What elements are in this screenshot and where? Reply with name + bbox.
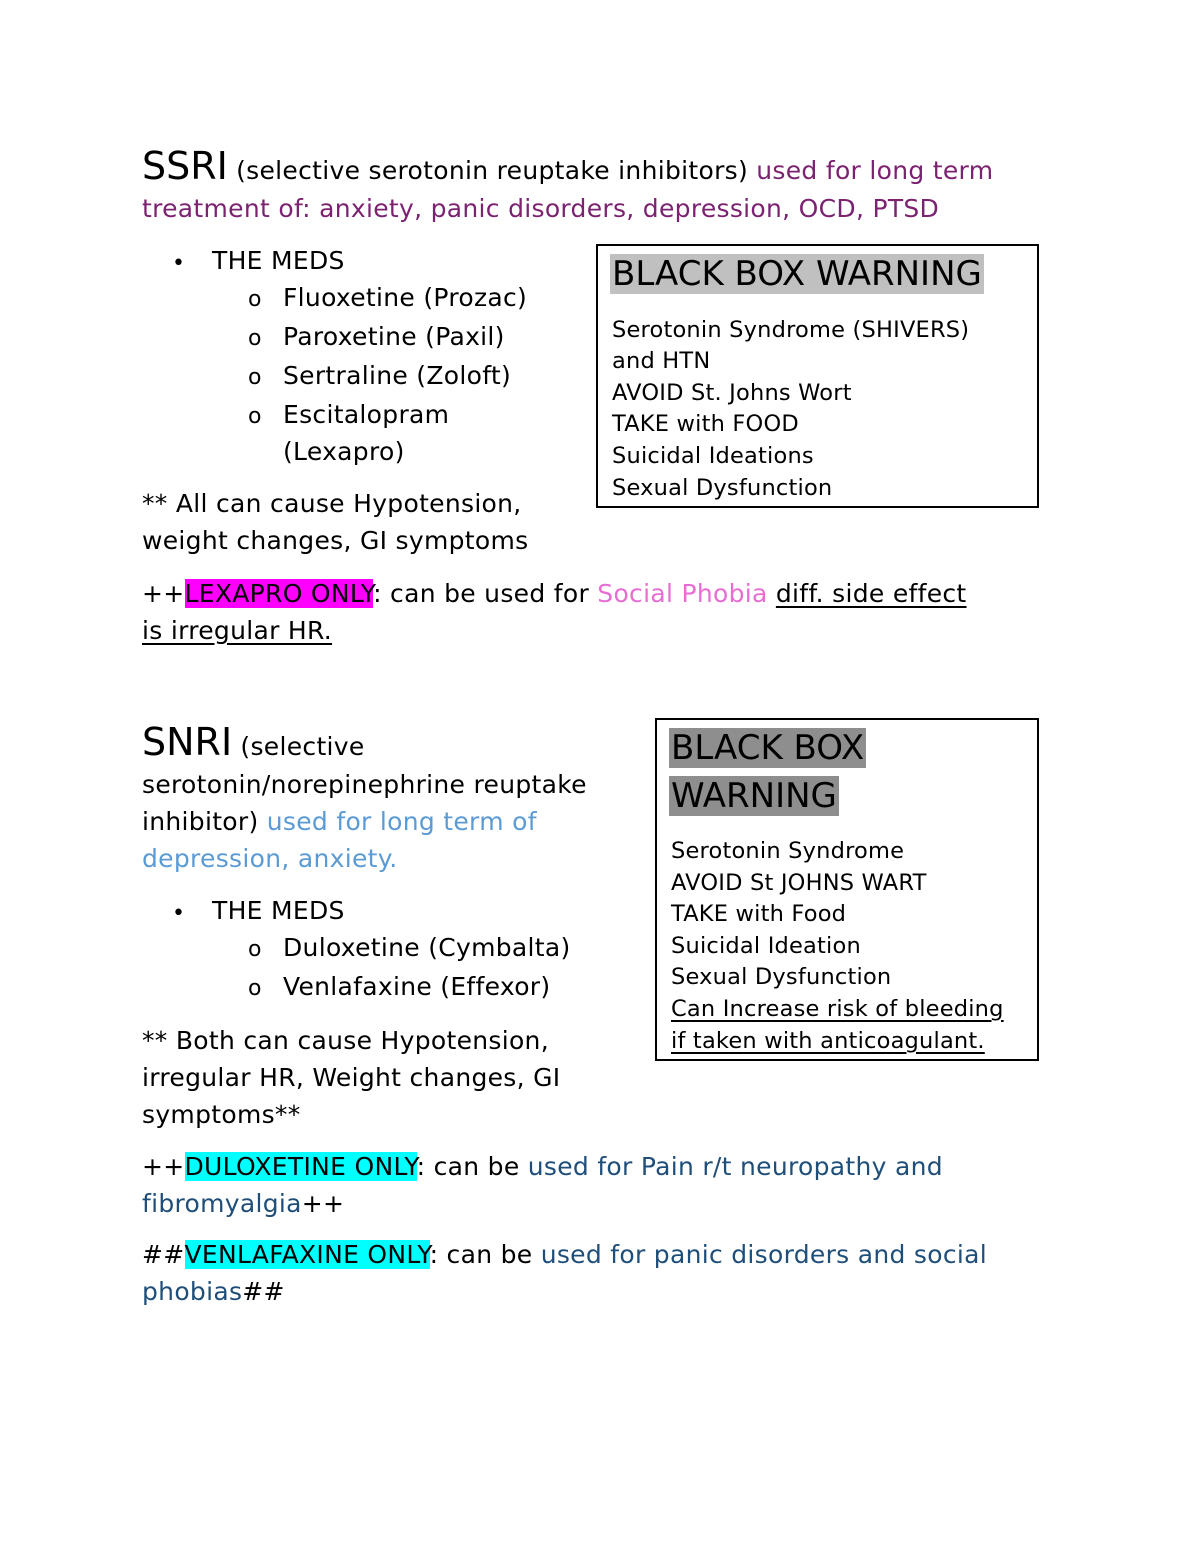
snri-full-name-line2: serotonin/norepinephrine reuptake: [142, 770, 587, 799]
lexapro-note-line2: is irregular HR.: [142, 616, 333, 645]
warning-line: Suicidal Ideation: [671, 933, 861, 959]
snri-black-box-warning: [655, 718, 1039, 1061]
warning-line: TAKE with FOOD: [612, 411, 799, 437]
ssri-heading: [142, 144, 993, 193]
venlafaxine-use: used for panic disorders and social: [540, 1240, 987, 1269]
snri-side-effects-line3: symptoms**: [142, 1100, 301, 1129]
ssri-side-effects: ** All can cause Hypotension,: [142, 489, 522, 518]
ssri-meds-heading: THE MEDS: [212, 246, 345, 275]
snri-heading: [142, 720, 365, 769]
ssri-use-line2: treatment of: anxiety, panic disorders, depression, OCD, PTSD: [142, 194, 940, 223]
ssri-black-box-warning: [596, 244, 1039, 508]
duloxetine-note: ++DULOXETINE ONLY: can be used for Pain r/t neuropathy and: [142, 1152, 943, 1181]
med-item: Venlafaxine (Effexor): [283, 972, 551, 1001]
ssri-side-effects-line2: weight changes, GI symptoms: [142, 526, 529, 555]
ssri-full-name: (selective serotonin reuptake inhibitors): [236, 156, 749, 185]
venlafaxine-highlight: VENLAFAXINE ONLY: [184, 1240, 430, 1269]
med-item-continued: (Lexapro): [283, 437, 405, 466]
sub-bullet-icon: o: [248, 404, 262, 429]
venlafaxine-note-line2: phobias##: [142, 1277, 285, 1306]
warning-line: AVOID St JOHNS WART: [671, 870, 927, 896]
warning-line-underlined: Can Increase risk of bleeding: [671, 996, 1004, 1022]
social-phobia-text: Social Phobia: [597, 579, 768, 608]
sub-bullet-icon: o: [248, 287, 262, 312]
black-box-title: BLACK BOX WARNING: [612, 254, 982, 294]
warning-line: AVOID St. Johns Wort: [612, 380, 852, 406]
med-item: Paroxetine (Paxil): [283, 322, 505, 351]
med-item: Sertraline (Zoloft): [283, 361, 512, 390]
snri-full-name: (selective: [240, 732, 365, 761]
med-item: Fluoxetine (Prozac): [283, 283, 528, 312]
snri-full-name-line3: inhibitor) used for long term of: [142, 807, 537, 836]
black-box-title: BLACK BOX: [671, 728, 865, 768]
med-item: Escitalopram: [283, 400, 450, 429]
warning-line: Suicidal Ideations: [612, 443, 814, 469]
warning-line: TAKE with Food: [671, 901, 847, 927]
warning-line: Serotonin Syndrome: [671, 838, 905, 864]
lexapro-diff-effect: diff. side effect: [775, 579, 967, 608]
snri-use: used for long term of: [266, 807, 537, 836]
snri-side-effects-line2: irregular HR, Weight changes, GI: [142, 1063, 561, 1092]
duloxetine-note-line2: fibromyalgia++: [142, 1189, 345, 1218]
sub-bullet-icon: o: [248, 326, 262, 351]
snri-bullet-icon: •: [172, 901, 186, 926]
warning-line: Sexual Dysfunction: [612, 475, 833, 501]
warning-line-underlined: if taken with anticoagulant.: [671, 1028, 985, 1054]
warning-line: Serotonin Syndrome (SHIVERS): [612, 317, 970, 343]
warning-line: Sexual Dysfunction: [671, 964, 892, 990]
venlafaxine-note: ##VENLAFAXINE ONLY: can be used for panic disorders and social: [142, 1240, 987, 1269]
lexapro-highlight: LEXAPRO ONLY: [184, 579, 374, 608]
duloxetine-highlight: DULOXETINE ONLY: [184, 1152, 417, 1181]
warning-line: and HTN: [612, 348, 711, 374]
black-box-title-line2: WARNING: [671, 776, 837, 816]
ssri-use: used for long term: [756, 156, 994, 185]
sub-bullet-icon: o: [248, 365, 262, 390]
snri-side-effects: ** Both can cause Hypotension,: [142, 1026, 549, 1055]
snri-use-line2: depression, anxiety.: [142, 844, 398, 873]
lexapro-note: ++LEXAPRO ONLY: can be used for Social Phobia diff. side effect: [142, 579, 967, 608]
ssri-bullet-icon: •: [172, 251, 186, 276]
sub-bullet-icon: o: [248, 937, 262, 962]
ssri-abbr: SSRI: [142, 144, 228, 188]
snri-abbr: SNRI: [142, 720, 233, 764]
sub-bullet-icon: o: [248, 976, 262, 1001]
snri-meds-heading: THE MEDS: [212, 896, 345, 925]
duloxetine-use: used for Pain r/t neuropathy and: [527, 1152, 943, 1181]
med-item: Duloxetine (Cymbalta): [283, 933, 571, 962]
